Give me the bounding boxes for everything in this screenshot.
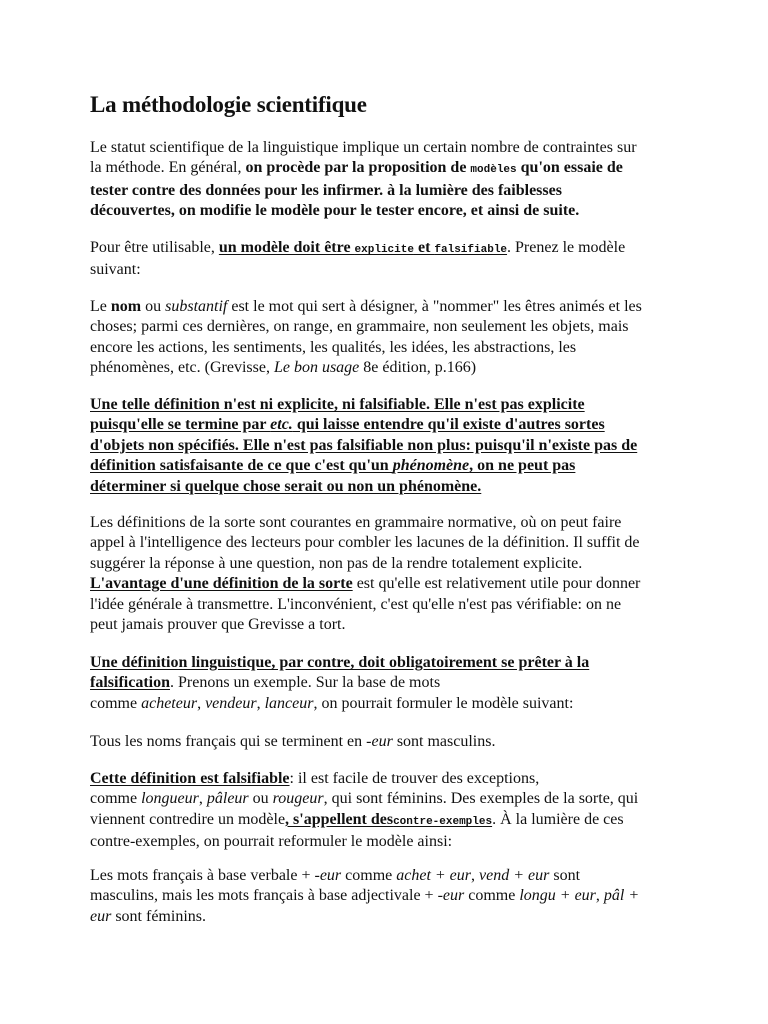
- underlined-bold-text: d'objets non spécifiés. Elle n'est pas falsifiable non plus: puisqu'il n'existe pas de: [90, 436, 638, 454]
- text-run: Tous les noms français qui se terminent en -: [90, 733, 372, 750]
- text-line: [90, 158, 688, 180]
- text-line: suggérer la réponse à une question, non pas de la rendre totalement explicite.: [90, 554, 583, 572]
- text-run: ,: [198, 790, 207, 808]
- italic-text: eur: [90, 907, 112, 925]
- paragraph-grevisse-quote: [90, 297, 688, 379]
- text-line: [90, 907, 688, 927]
- text-line: [90, 436, 688, 456]
- bold-text: qu'on essaie de: [516, 159, 623, 177]
- text-run: ,: [256, 694, 265, 712]
- italic-text: eur: [371, 733, 393, 750]
- paragraph-first-model: [90, 732, 688, 752]
- text-line: [90, 415, 688, 435]
- text-line: [90, 769, 688, 789]
- text-run: ou: [248, 790, 273, 808]
- text-run: , qui sont féminins. Des exemples de la sorte, qui: [323, 790, 639, 808]
- bold-text-line: tester contre des données pour les infirmer. à la lumière des faiblesses: [90, 181, 562, 199]
- text-run: 8e édition, p.166): [359, 359, 477, 377]
- italic-text: vendeur: [205, 694, 257, 712]
- text-line: [90, 653, 688, 673]
- text-line: [90, 574, 688, 594]
- text-run: comme: [464, 887, 520, 905]
- paragraph-model-requirements: [90, 238, 688, 281]
- bold-italic-text: phénomène: [392, 457, 470, 475]
- code-term: modèles: [470, 164, 517, 177]
- text-line: [90, 789, 688, 809]
- text-run: comme: [90, 694, 142, 712]
- underlined-bold-text: , s'appellent des: [285, 810, 394, 828]
- underlined-bold-text: Une définition linguistique, par contre, doit obligatoirement se prêter à la: [90, 654, 590, 671]
- text-run: : il est facile de trouver des exceptions,: [289, 770, 540, 787]
- page-title: La méthodologie scientifique: [90, 92, 367, 117]
- underlined-bold-text: et: [413, 239, 435, 256]
- text-run: sont masculins.: [392, 733, 496, 750]
- text-line: Les définitions de la sorte sont courantes en grammaire normative, où on peut faire: [90, 514, 622, 531]
- underlined-bold-text: définition satisfaisante de ce que c'est qu'un: [90, 457, 393, 475]
- paragraph-intro: [90, 138, 688, 222]
- code-term: contre-exemples: [393, 815, 493, 828]
- text-line: suivant:: [90, 261, 141, 279]
- italic-text: Le bon usage: [273, 359, 360, 377]
- text-line: [90, 694, 688, 714]
- text-line: contre-exemples, on pourrait reformuler le modèle ainsi:: [90, 833, 453, 851]
- underlined-bold-text: puisqu'elle se termine par: [90, 416, 271, 434]
- text-line: [90, 673, 688, 693]
- text-run: masculins, mais les mots français à base adjectivale + -: [90, 887, 443, 905]
- underlined-bold-text: déterminer si quelque chose serait ou non un phénomène.: [90, 477, 482, 495]
- italic-text: pâl +: [603, 887, 640, 905]
- text-run: comme: [90, 790, 142, 808]
- bold-italic-text: etc.: [270, 416, 293, 434]
- italic-text: lanceur: [264, 694, 314, 712]
- text-line: peut jamais prouver que Grevisse a tort.: [90, 616, 346, 634]
- text-line: l'idée générale à transmettre. L'inconvénient, c'est qu'elle n'est pas vérifiable: on ne: [90, 595, 622, 613]
- underlined-bold-text: un modèle doit être: [218, 239, 355, 256]
- italic-text: eur: [319, 867, 342, 884]
- text-line: [90, 238, 688, 260]
- text-line: [90, 810, 688, 832]
- text-line: [90, 358, 688, 378]
- text-line: [90, 477, 688, 497]
- paragraph-linguistic-definition: [90, 653, 688, 714]
- italic-text: longueur: [141, 790, 199, 808]
- italic-text: longu + eur: [519, 887, 596, 905]
- underlined-bold-text: Une telle définition n'est ni explicite, ni falsifiable. Elle n'est pas explicite: [90, 396, 585, 413]
- text-run: ,: [471, 867, 480, 884]
- text-run: Les mots français à base verbale + -: [90, 867, 320, 884]
- paragraph-counterexamples: [90, 769, 688, 853]
- italic-text: vend + eur: [479, 867, 550, 884]
- text-run: est qu'elle est relativement utile pour donner: [352, 575, 641, 593]
- bold-text: nom: [110, 298, 142, 315]
- text-run: comme: [341, 867, 397, 884]
- text-run: ,: [197, 694, 206, 712]
- text-run: ou: [141, 298, 166, 315]
- paragraph-critique: [90, 395, 688, 497]
- text-run: , on pourrait formuler le modèle suivant:: [313, 694, 574, 712]
- italic-text: substantif: [165, 298, 228, 315]
- underlined-bold-text: qui laisse entendre qu'il existe d'autres sortes: [292, 416, 605, 434]
- italic-text: eur: [442, 887, 465, 905]
- text-line: Le statut scientifique de la linguistique implique un certain nombre de contraintes sur: [90, 139, 637, 156]
- italic-text: rougeur: [272, 790, 324, 808]
- text-line: [90, 886, 688, 906]
- code-term: falsifiable: [434, 244, 508, 256]
- paragraph-reformulated-model: [90, 866, 688, 927]
- text-run: Pour être utilisable,: [90, 239, 219, 256]
- paragraph-normative-grammar: [90, 513, 688, 635]
- text-line: [90, 395, 688, 415]
- text-run: est le mot qui sert à désigner, à "nommer" les êtres animés et les: [227, 298, 642, 315]
- text-line: [90, 297, 688, 317]
- underlined-bold-text: L'avantage d'une définition de la sorte: [90, 575, 353, 593]
- text-run: . À la lumière de ces: [492, 810, 624, 828]
- text-run: viennent contredire un modèle: [90, 810, 286, 828]
- text-line: [90, 866, 688, 886]
- code-term: explicite: [354, 244, 414, 256]
- text-line: encore les actions, les sentiments, les qualités, les idées, les abstractions, les: [90, 338, 577, 356]
- text-run: la méthode. En général,: [90, 159, 246, 177]
- text-run: ,: [595, 887, 604, 905]
- underlined-bold-text: Cette définition est falsifiable: [90, 770, 290, 787]
- text-run: sont féminins.: [111, 907, 206, 925]
- underlined-bold-text: , on ne peut pas: [469, 457, 576, 475]
- text-run: . Prenez le modèle: [507, 239, 626, 256]
- underlined-bold-text: falsification: [90, 674, 170, 692]
- text-run: sont: [549, 867, 581, 884]
- text-run: Le: [90, 298, 111, 315]
- italic-text: achet + eur: [396, 867, 472, 884]
- text-line: [90, 456, 688, 476]
- text-run: . Prenons un exemple. Sur la base de mots: [170, 674, 441, 692]
- italic-text: pâleur: [206, 790, 249, 808]
- bold-text: on procède par la proposition de: [245, 159, 471, 177]
- italic-text: acheteur: [141, 694, 198, 712]
- text-line: choses; parmi ces dernières, on range, en grammaire, non seulement les objets, mais: [90, 318, 629, 336]
- text-line: appel à l'intelligence des lecteurs pour combler les lacunes de la définition. Il suffit de: [90, 534, 640, 552]
- text-line: [90, 732, 688, 752]
- bold-text-line: découvertes, on modifie le modèle pour le tester encore, et ainsi de suite.: [90, 202, 580, 220]
- text-run: phénomènes, etc. (Grevisse,: [90, 359, 274, 377]
